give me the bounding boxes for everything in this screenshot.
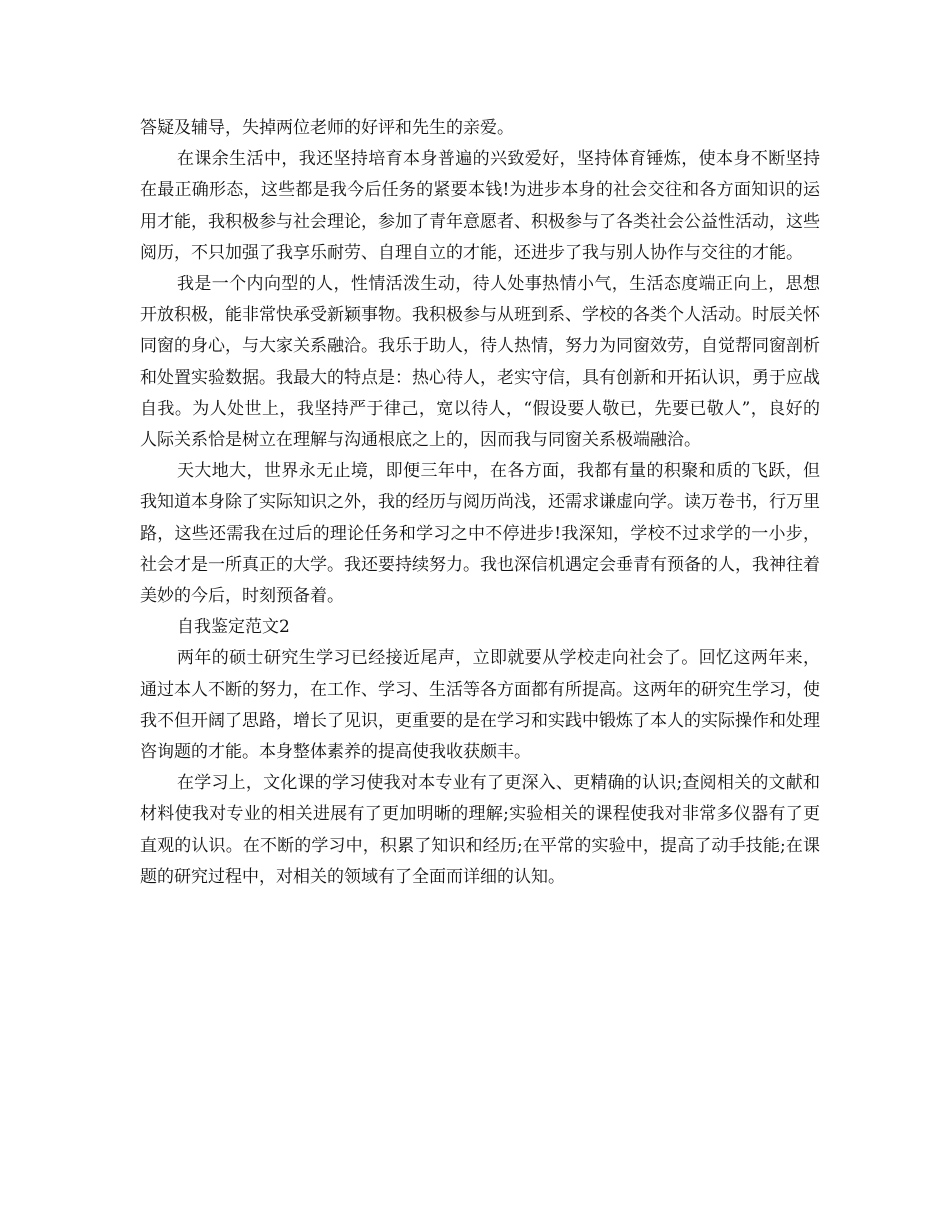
paragraph-personality: 我是一个内向型的人，性情活泼生动，待人处事热情小气，生活态度端正向上，思想开放积极，能非常快承受新颖事物。我积极参与从班到系、学校的各类个人活动。时辰关怀同窗的身心，与大家关系融洽。我乐于助人，待人热情，努力为同窗效劳，自觉帮同窗剖析和处置实验数据。我最大的特点是：热心待人，老实守信，具有创新和开拓认识，勇于应战自我。为人处世上，我坚持严于律己，宽以待人，“假设要人敬已，先要已敬人”，良好的人际关系恰是树立在理解与沟通根底之上的，因而我与同窗关系极端融洽。	[140, 274, 820, 451]
paragraph-outlook: 天大地大，世界永无止境，即便三年中，在各方面，我都有量的积聚和质的飞跃，但我知道本身除了实际知识之外，我的经历与阅历尚浅，还需求谦虚向学。读万卷书，行万里路，这些还需我在过后的理论任务和学习之中不停进步!我深知，学校不过求学的一小步，社会才是一所真正的大学。我还要持续努力。我也深信机遇定会垂青有预备的人，我神往着美妙的今后，时刻预备着。	[140, 461, 820, 607]
paragraph-continuation: 答疑及辅导，失掉两位老师的好评和先生的亲爱。	[140, 118, 514, 138]
section-heading: 自我鉴定范文2	[177, 617, 290, 638]
paragraph-extracurricular: 在课余生活中，我还坚持培育本身普遍的兴致爱好，坚持体育锤炼，使本身不断坚持在最正确形态，这些都是我今后任务的紧要本钱!为进步本身的社会交往和各方面知识的运用才能，我积极参与社会理论，参加了青年意愿者、积极参与了各类社会公益性活动，这些阅历，不只加强了我享乐耐劳、自理自立的才能，还进步了我与别人协作与交往的才能。	[140, 149, 820, 263]
paragraph-graduate-summary: 两年的硕士研究生学习已经接近尾声，立即就要从学校走向社会了。回忆这两年来，通过本人不断的努力，在工作、学习、生活等各方面都有所提高。这两年的研究生学习，使我不但开阔了思路，增长了见识，更重要的是在学习和实践中锻炼了本人的实际操作和处理咨询题的才能。本身整体素养的提高使我收获颇丰。	[140, 648, 820, 763]
paragraph-study: 在学习上，文化课的学习使我对本专业有了更深入、更精确的认识;查阅相关的文献和材料使我对专业的相关进展有了更加明晰的理解;实验相关的课程使我对非常多仪器有了更直观的认识。在不断的学习中，积累了知识和经历;在平常的实验中，提高了动手技能;在课题的研究过程中，对相关的领域有了全面而详细的认知。	[140, 773, 820, 887]
document-body	[140, 113, 820, 893]
